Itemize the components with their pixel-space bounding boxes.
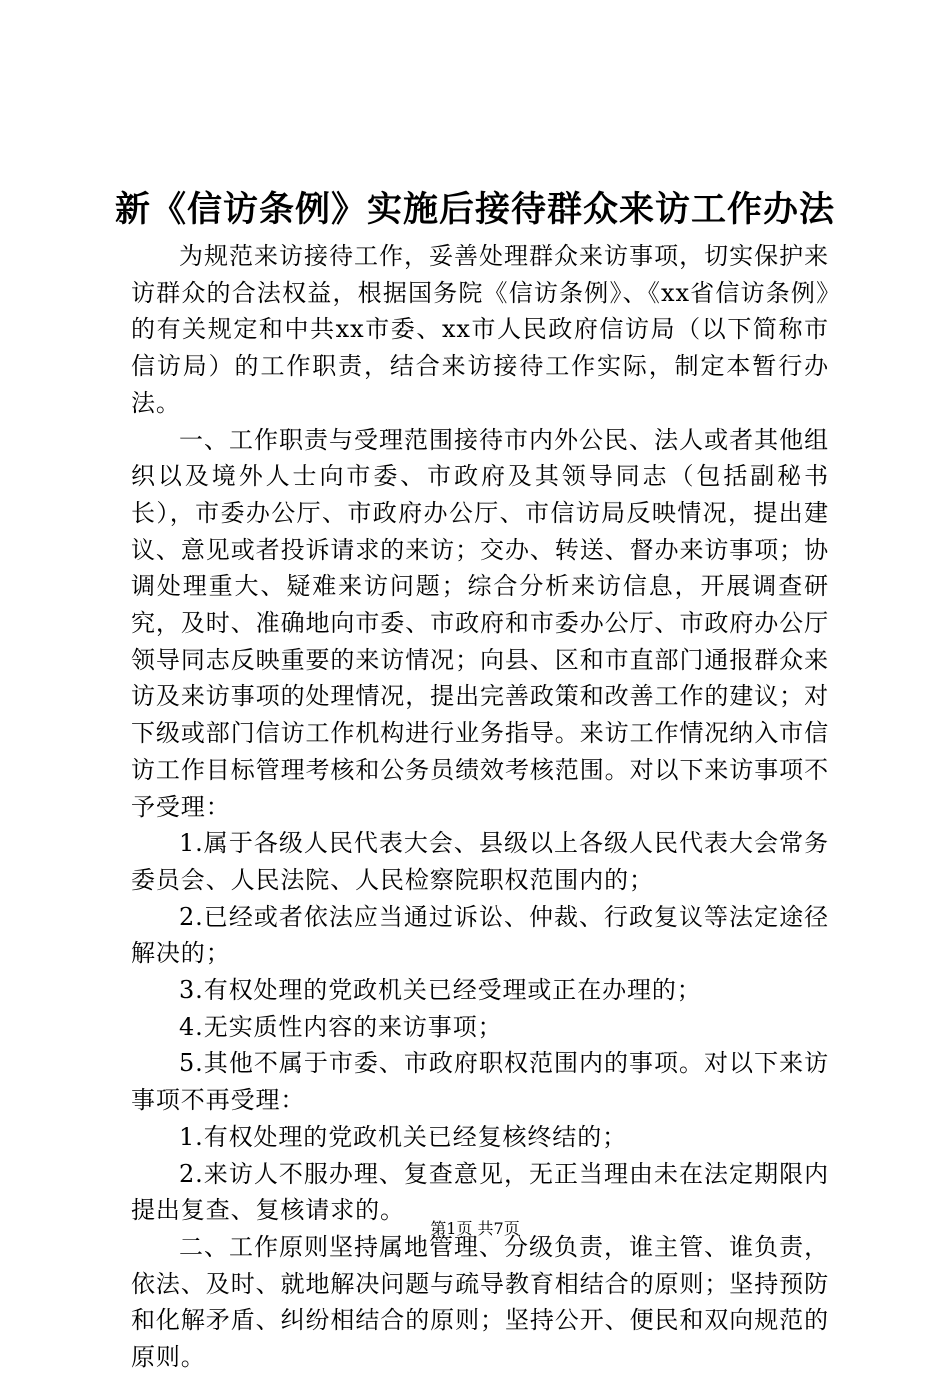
paragraph-item: 4.无实质性内容的来访事项； [179, 1012, 503, 1041]
paragraph-intro: 为规范来访接待工作，妥善处理群众来访事项，切实保护来访群众的合法权益，根据国务院《信访条例》、《xx省信访条例》的有关规定和中共xx市委、xx市人民政府信访局（以下简称市信访局）的工作职责，结合来访接待工作实际，制定本暂行办法。 [131, 242, 829, 417]
paragraph-item: 5.其他不属于市委、市政府职权范围内的事项。对以下来访事项不再受理： [131, 1049, 829, 1115]
paragraph-item: 1.有权处理的党政机关已经复核终结的； [179, 1122, 627, 1151]
paragraph-section-2: 二、工作原则坚持属地管理、分级负责，谁主管、谁负责，依法、及时、就地解决问题与疏导教育相结合的原则；坚持预防和化解矛盾、纠纷相结合的原则；坚持公开、便民和双向规范的原则。 [131, 1232, 829, 1372]
page-number-footer: 第1页 共7页 [430, 1219, 520, 1238]
paragraph-item: 1.属于各级人民代表大会、县级以上各级人民代表大会常务委员会、人民法院、人民检察院职权范围内的； [131, 829, 829, 894]
paragraph-section-1: 一、工作职责与受理范围接待市内外公民、法人或者其他组织以及境外人士向市委、市政府及其领导同志（包括副秘书长），市委办公厅、市政府办公厅、市信访局反映情况，提出建议、意见或者投诉请求的来访；交办、转送、督办来访事项；协调处理重大、疑难来访问题；综合分析来访信息，开展调查研究，及时、准确地向市委、市政府和市委办公厅、市政府办公厅领导同志反映重要的来访情况；向县、区和市直部门通报群众来访及来访事项的处理情况，提出完善政策和改善工作的建议；对下级或部门信访工作机构进行业务指导。来访工作情况纳入市信访工作目标管理考核和公务员绩效考核范围。对以下来访事项不予受理： [131, 425, 829, 821]
paragraph-item: 2.来访人不服办理、复查意见，无正当理由未在法定期限内提出复查、复核请求的。 [131, 1159, 829, 1225]
paragraph-item: 3.有权处理的党政机关已经受理或正在办理的； [179, 976, 702, 1005]
document-body [131, 238, 829, 1376]
document-title: 新《信访条例》实施后接待群众来访工作办法 [114, 189, 835, 230]
paragraph-item: 2.已经或者依法应当通过诉讼、仲裁、行政复议等法定途径解决的； [131, 902, 829, 968]
